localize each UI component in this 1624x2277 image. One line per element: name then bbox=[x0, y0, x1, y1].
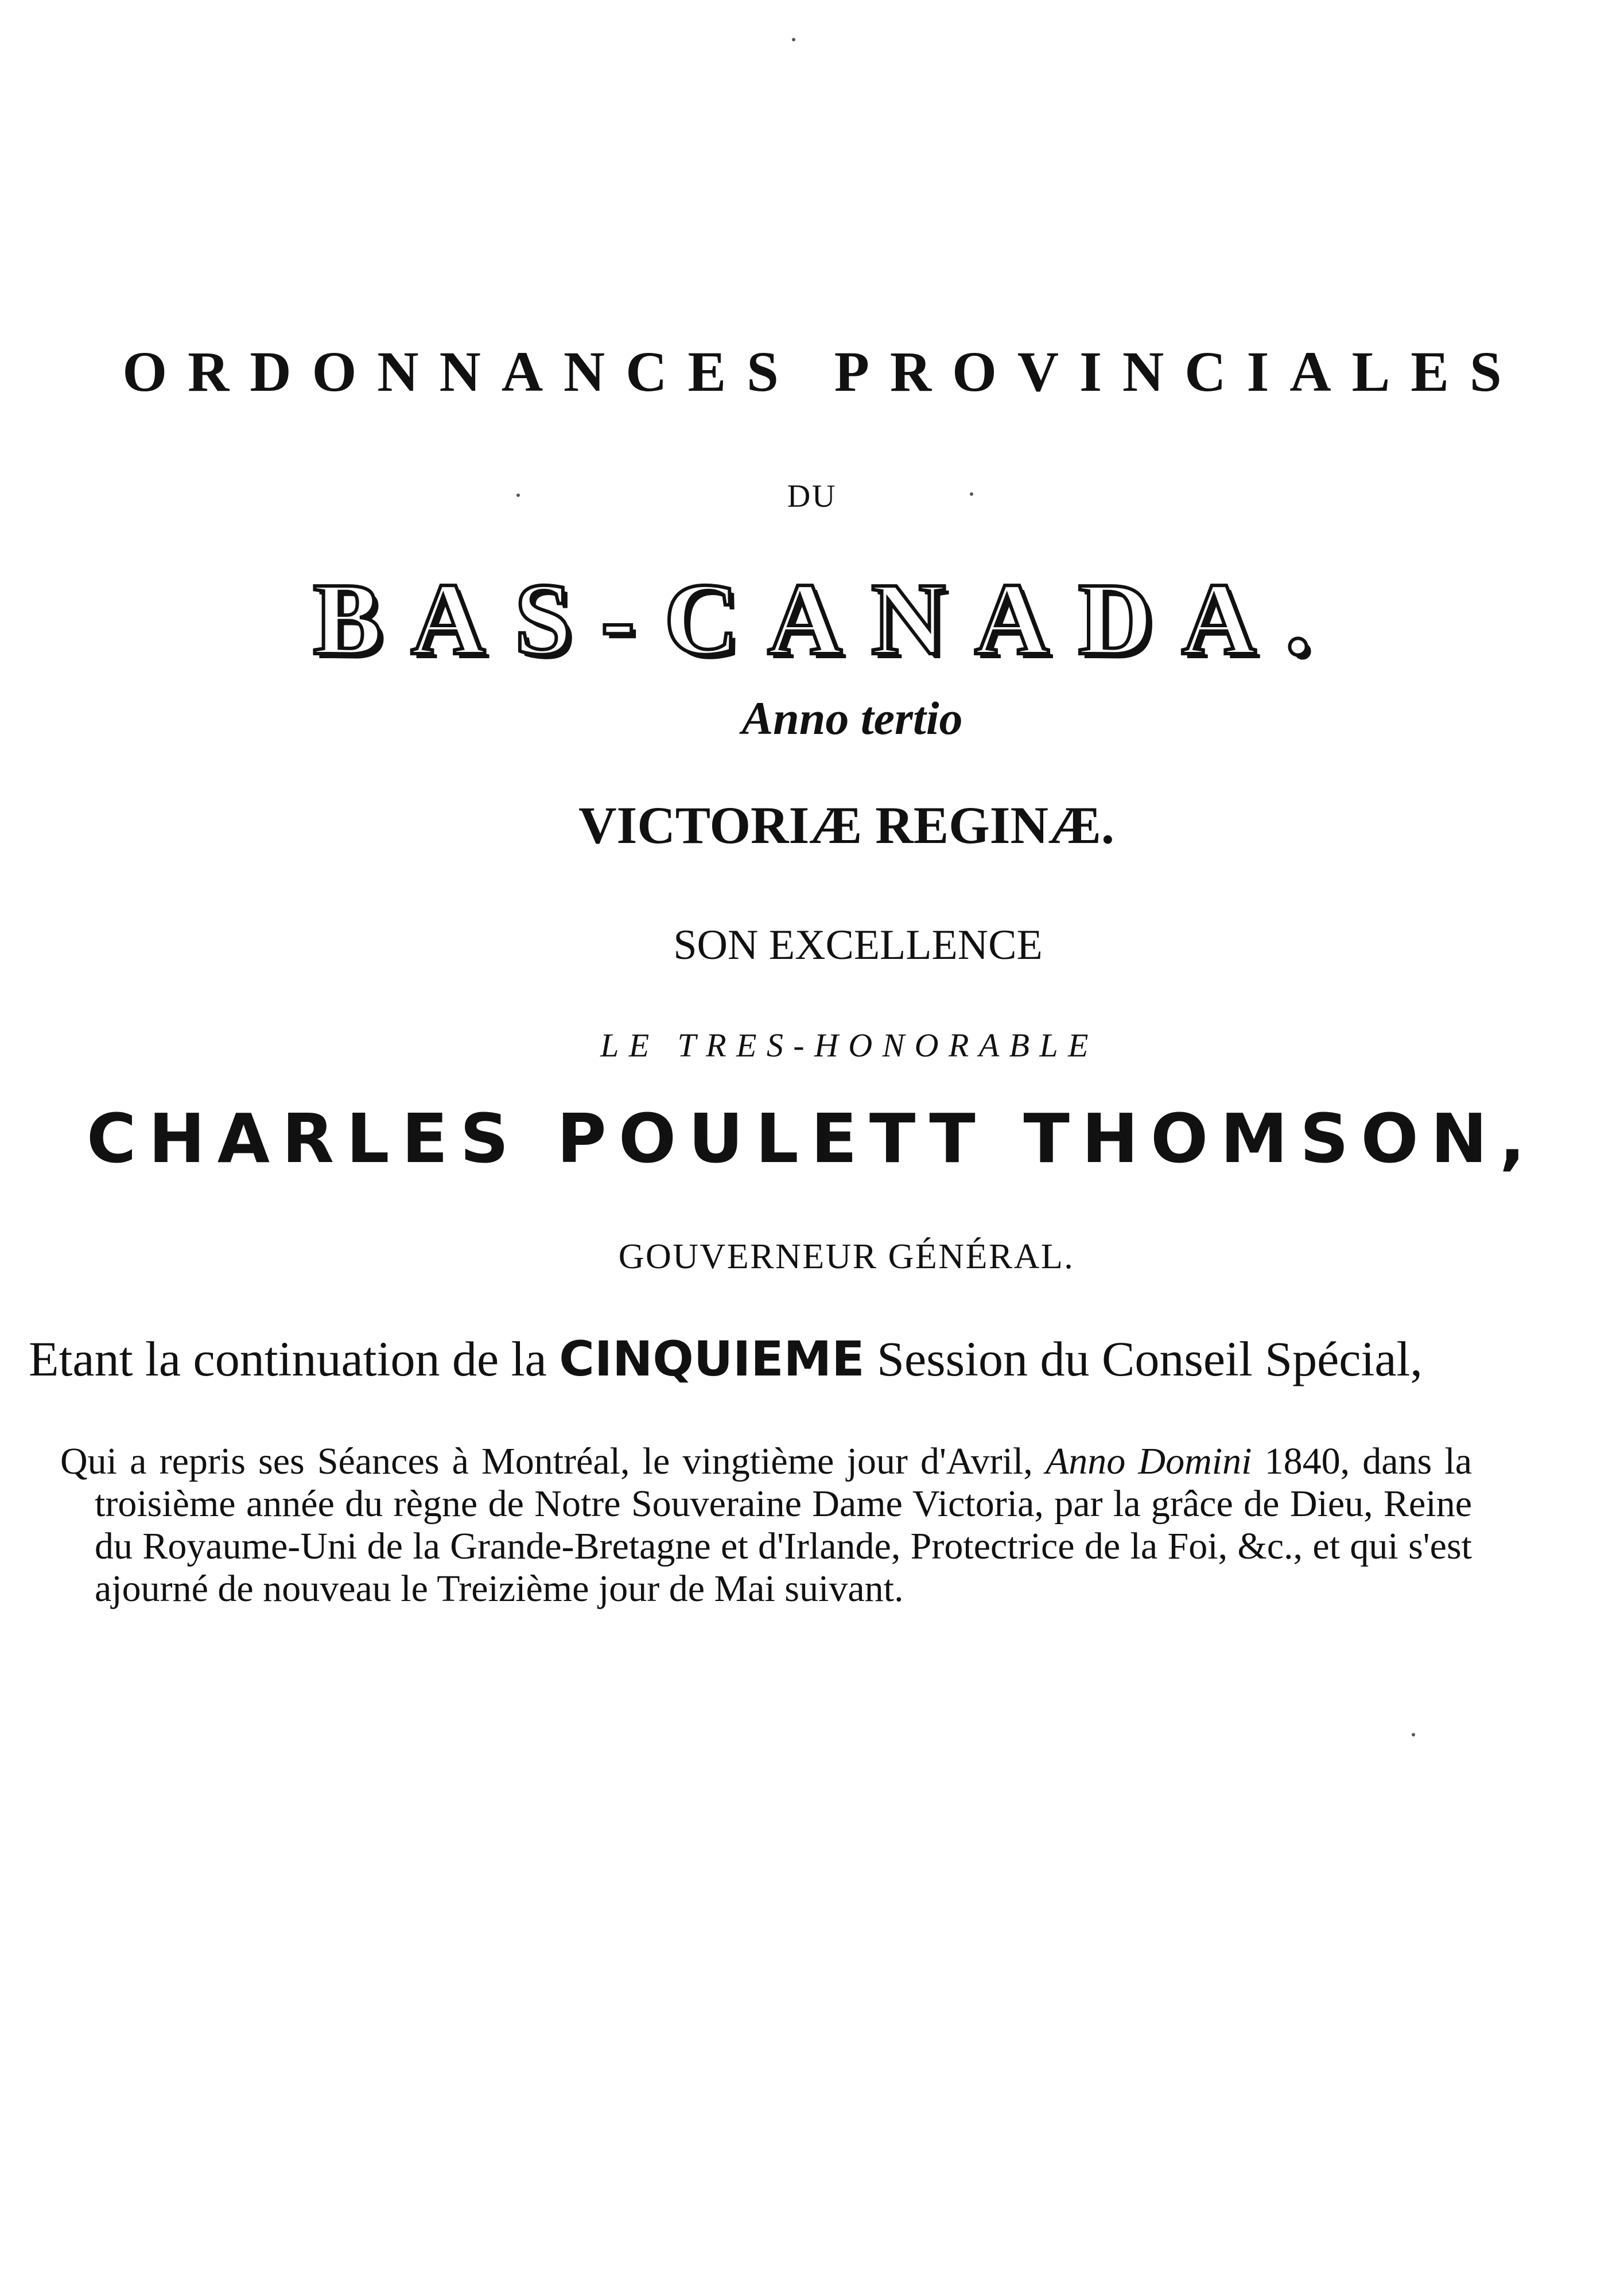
governor-name: CHARLES POULETT THOMSON, bbox=[86, 1099, 1538, 1178]
governor-title: GOUVERNEUR GÉNÉRAL. bbox=[618, 1237, 1075, 1276]
paragraph-part1: Qui a repris ses Séances à Montréal, le vingtième jour d'Avril, bbox=[60, 1440, 1033, 1482]
excellency-line: SON EXCELLENCE bbox=[673, 922, 1043, 969]
province-title: BAS-CANADA. bbox=[313, 562, 1340, 676]
reign-line: VICTORIÆ REGINÆ. bbox=[578, 796, 1114, 854]
session-suffix: Session du Conseil Spécial, bbox=[877, 1331, 1423, 1386]
paragraph-part2: 1840, dans la troisième année du règne de Notre Souveraine Dame Victoria, par la grâce de Dieu, Reine du Royaume-Uni de la Grande-Bretagne et d'Irlande, Protectrice de la Foi, &c., et qui s'est ajourné de nouveau le Treizième jour de Mai suivant. bbox=[95, 1440, 1472, 1610]
ink-speck bbox=[792, 38, 795, 41]
anno-line: Anno tertio bbox=[741, 692, 963, 744]
ink-speck bbox=[970, 492, 973, 496]
session-ordinal: CINQUIEME bbox=[559, 1331, 865, 1387]
du-line: DU bbox=[787, 479, 837, 514]
session-paragraph bbox=[60, 1440, 1472, 1610]
title-line: ORDONNANCES PROVINCIALES bbox=[122, 340, 1522, 403]
session-line bbox=[29, 1330, 1544, 1388]
anno-domini: Anno Domini bbox=[1045, 1440, 1252, 1482]
ink-speck bbox=[516, 494, 520, 497]
session-prefix: Etant la continuation de la bbox=[29, 1331, 547, 1386]
ink-speck bbox=[1412, 1733, 1415, 1736]
honorific-line: LE TRES-HONORABLE bbox=[600, 1027, 1098, 1064]
